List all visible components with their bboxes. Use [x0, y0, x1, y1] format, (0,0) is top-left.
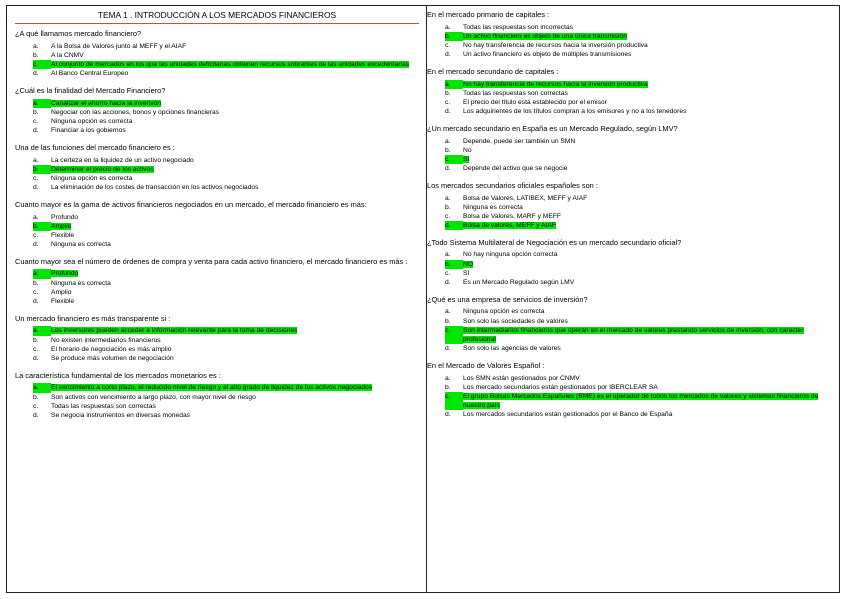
option-letter: b.	[445, 383, 451, 391]
answer-option-correct	[33, 383, 419, 392]
option-text: Es un Mercado Regulado según LMV	[463, 278, 575, 286]
answer-option	[33, 42, 419, 51]
option-text: Los inversores pueden acceder a información relevante para la toma de decisiones	[51, 327, 298, 335]
option-text: El precio del título está establecido por el emisor	[463, 98, 607, 106]
option-letter: d.	[445, 410, 451, 418]
option-letter: c.	[445, 98, 451, 106]
left-question-list	[15, 29, 419, 420]
option-text: Profundo	[51, 213, 79, 221]
option-text: Bolsa de valores, MEFF y AIAF	[463, 221, 556, 229]
option-text: No hay ninguna opción correcta	[463, 251, 558, 259]
answer-options	[15, 42, 419, 78]
answer-options	[427, 250, 835, 286]
answer-option-correct	[33, 165, 419, 174]
option-text: A la CNMV	[51, 51, 84, 59]
option-letter: a.	[33, 99, 51, 108]
option-letter: b.	[33, 393, 39, 401]
option-letter: d.	[33, 411, 39, 419]
option-letter: d.	[33, 183, 39, 191]
option-text: Al conjunto de mercados en los que las unidades deficitarias obtienen recursos sobrantes de las unidades excedentarias	[51, 60, 410, 68]
option-text: Todas las respuestas son incorrectas	[463, 23, 574, 31]
option-letter: a.	[445, 23, 451, 31]
option-text: Ninguna es correcta	[51, 279, 111, 287]
option-letter: d.	[33, 126, 39, 134]
option-text: Se produce más volumen de negociación	[51, 354, 174, 362]
option-letter: b.	[33, 336, 39, 344]
answer-options	[15, 213, 419, 249]
option-letter: c.	[445, 155, 463, 164]
option-letter: d.	[33, 354, 39, 362]
question-block	[15, 200, 419, 249]
answer-option-correct	[33, 60, 419, 69]
answer-options	[15, 326, 419, 362]
option-letter: b.	[33, 165, 51, 174]
option-letter: a.	[33, 383, 51, 392]
answer-options	[15, 383, 419, 419]
answer-option	[33, 288, 419, 297]
option-letter: c.	[445, 269, 451, 277]
option-letter: a.	[33, 42, 39, 50]
option-text: Los mercados secundarios están gestionados por el Banco de España	[463, 410, 673, 418]
option-letter: b.	[33, 222, 51, 231]
answer-options	[15, 156, 419, 192]
option-text: Canalizar el ahorro hacia la inversión	[51, 99, 162, 107]
option-letter: a.	[445, 251, 451, 259]
answer-option	[445, 344, 835, 353]
question-text: En el Mercado de Valores Español :	[427, 360, 545, 370]
answer-options	[427, 194, 835, 230]
option-letter: d.	[445, 50, 451, 58]
option-letter: b.	[445, 32, 463, 41]
option-text: Ninguna opción es correcta	[51, 174, 133, 182]
answer-options	[15, 99, 419, 135]
question-text: ¿A qué llamamos mercado financiero?	[15, 29, 142, 38]
answer-option-correct	[445, 326, 835, 344]
option-text: Flexible	[51, 231, 75, 239]
option-text: La certeza en la liquidez de un activo negociado	[51, 156, 194, 164]
option-letter: d.	[33, 69, 39, 77]
answer-options	[427, 137, 835, 173]
answer-option	[445, 317, 835, 326]
answer-option	[445, 41, 835, 50]
answer-option	[33, 69, 419, 78]
answer-option	[445, 307, 835, 316]
option-text: Ninguna es correcta	[463, 203, 523, 211]
option-letter: b.	[445, 317, 451, 325]
question-block	[15, 257, 419, 306]
option-text: Los mercado secundarios están gestionados por IBERCLEAR SA	[463, 383, 658, 391]
option-letter: c.	[33, 231, 39, 239]
question-text: Cuanto mayor sea el número de órdenes de compra y venta para cada activo financiero, el mercado financiero es más :	[15, 256, 408, 266]
question-text: En el mercado secundario de capitales :	[427, 66, 559, 76]
option-letter: a.	[33, 326, 51, 335]
answer-option	[445, 137, 835, 146]
answer-option	[33, 51, 419, 60]
option-letter: a.	[445, 374, 451, 382]
question-text: En el mercado primario de capitales :	[427, 10, 550, 19]
option-text: Todas las respuestas son correctas	[51, 402, 156, 410]
option-text: Amplio	[51, 288, 72, 296]
answer-option	[33, 393, 419, 402]
question-text: Los mercados secundarios oficiales españoles son :	[427, 180, 598, 190]
option-text: Sí	[463, 155, 470, 163]
answer-option	[445, 374, 835, 383]
option-letter: a.	[33, 213, 39, 221]
question-block	[427, 361, 835, 419]
option-text: Los adquirientes de los títulos compran a los emisores y no a los tenedores	[463, 107, 687, 115]
answer-options	[427, 23, 835, 59]
option-letter: d.	[445, 344, 451, 352]
option-text: A la Bolsa de Valores junto al MEFF y el AIAF	[51, 42, 187, 50]
answer-option	[33, 183, 419, 192]
answer-option-correct	[33, 269, 419, 278]
answer-option-correct	[445, 80, 835, 89]
answer-option	[33, 336, 419, 345]
question-block	[15, 86, 419, 135]
option-text: El horario de negociación es más amplio	[51, 345, 172, 353]
option-letter: d.	[445, 221, 463, 230]
option-letter: a.	[33, 156, 39, 164]
option-text: Ninguna es correcta	[51, 240, 111, 248]
answer-option	[445, 250, 835, 259]
question-block	[15, 143, 419, 192]
question-block	[427, 124, 835, 173]
option-text: Un activo financiero es objeto de una única transmisión	[463, 32, 627, 40]
answer-option	[445, 107, 835, 116]
option-text: Bolsa de Valores, LATIBEX, MEFF y AIAF	[463, 194, 588, 202]
answer-option	[33, 126, 419, 135]
right-question-list	[427, 10, 835, 419]
option-text: El grupo Bolsas Mercados Españoles (BME) es el operador de todos los mercados de valores y sistemas financieros de nuestro país	[463, 392, 819, 409]
page-title: TEMA 1 . INTRODUCCIÓN A LOS MERCADOS FINANCIEROS	[15, 10, 419, 24]
option-text: Determinar el precio de los activos	[51, 165, 154, 173]
answer-options	[15, 269, 419, 305]
option-letter: b.	[445, 203, 451, 211]
option-letter: d.	[445, 107, 451, 115]
answer-option	[33, 174, 419, 183]
option-text: Son solo las sociedades de valores	[463, 317, 568, 325]
option-letter: b.	[445, 146, 451, 154]
option-letter: b.	[33, 279, 39, 287]
question-text: La característica fundamental de los mercados monetarios es :	[15, 370, 221, 380]
option-letter: c.	[33, 174, 39, 182]
answer-option	[33, 156, 419, 165]
option-letter: a.	[445, 137, 451, 145]
option-text: NO	[463, 260, 474, 268]
answer-option	[445, 89, 835, 98]
option-text: Flexible	[51, 297, 75, 305]
answer-option	[33, 231, 419, 240]
option-text: La eliminación de los costes de transacción en los activos negociados	[51, 183, 259, 191]
answer-option	[445, 164, 835, 173]
question-block	[427, 181, 835, 230]
option-text: Bolsa de Valores, MARF y MEFF	[463, 212, 561, 220]
answer-option	[445, 98, 835, 107]
option-text: Depende, puede ser también un SMN	[463, 137, 576, 145]
answer-options	[427, 374, 835, 419]
option-letter: d.	[33, 297, 39, 305]
option-text: Financiar a los gobiernos	[51, 126, 126, 134]
option-text: Se negocia instrumentos en diversas monedas	[51, 411, 191, 419]
question-block	[427, 10, 835, 59]
option-letter: b.	[445, 260, 463, 269]
answer-option	[33, 402, 419, 411]
option-text: Todas las respuestas son correctas	[463, 89, 568, 97]
option-text: No existen intermediarios financieros	[51, 336, 161, 344]
option-letter: c.	[445, 392, 463, 410]
answer-option-correct	[33, 99, 419, 108]
option-letter: a.	[33, 269, 51, 278]
question-text: ¿Todo Sistema Multilateral de Negociación es un mercado secundario oficial?	[427, 237, 682, 247]
left-column	[15, 10, 419, 588]
question-block	[15, 314, 419, 363]
option-text: Los SMN están gestionados por CNMV	[463, 374, 580, 382]
option-letter: c.	[33, 345, 39, 353]
answer-option	[33, 354, 419, 363]
option-letter: d.	[445, 278, 451, 286]
answer-option	[33, 345, 419, 354]
option-text: El vencimiento a corto plazo, el reducido nivel de riesgo y el alto grado de liquidez de los activos negociados	[51, 384, 373, 392]
question-block	[427, 67, 835, 116]
answer-option-correct	[445, 260, 835, 269]
option-letter: c.	[445, 212, 451, 220]
option-letter: c.	[445, 326, 463, 344]
answer-option	[33, 411, 419, 420]
question-block	[427, 295, 835, 353]
answer-options	[427, 307, 835, 352]
question-block	[15, 29, 419, 78]
option-text: Profundo	[51, 270, 79, 278]
answer-option-correct	[33, 326, 419, 335]
option-letter: c.	[33, 288, 39, 296]
question-text: ¿Un mercado secundario en España es un Mercado Regulado, según LMV?	[427, 123, 678, 133]
answer-option	[33, 279, 419, 288]
answer-option-correct	[445, 32, 835, 41]
option-letter: c.	[33, 60, 51, 69]
option-text: Depende del activo que se negocie	[463, 164, 568, 172]
option-text: No hay transferencia de recursos hacia la inversión productiva	[463, 41, 648, 49]
answer-option-correct	[445, 221, 835, 230]
answer-option-correct	[33, 222, 419, 231]
option-letter: c.	[33, 402, 39, 410]
answer-option	[445, 269, 835, 278]
option-letter: c.	[445, 41, 451, 49]
answer-option-correct	[445, 155, 835, 164]
option-text: Son solo las agencias de valores	[463, 344, 561, 352]
option-text: No	[463, 146, 472, 154]
answer-option	[33, 117, 419, 126]
option-letter: b.	[445, 89, 451, 97]
answer-option	[445, 203, 835, 212]
option-text: Amplio	[51, 222, 72, 230]
question-text: Un mercado financiero es más transparente si :	[15, 313, 171, 323]
question-text: Cuanto mayor es la gama de activos financieros negociados en un mercado, el mercado financiero es más:	[15, 199, 367, 209]
answer-option	[33, 297, 419, 306]
option-text: Negociar con las acciones, bonos y opciones financieras	[51, 108, 220, 116]
right-column	[427, 10, 835, 588]
answer-option	[445, 23, 835, 32]
option-letter: b.	[33, 51, 39, 59]
question-block	[15, 371, 419, 420]
option-letter: c.	[33, 117, 39, 125]
option-text: Ninguna opción es correcta	[51, 117, 133, 125]
answer-option	[445, 146, 835, 155]
answer-option	[445, 410, 835, 419]
option-text: Un activo financiero es objeto de múltiples transmisiones	[463, 50, 632, 58]
answer-option-correct	[445, 392, 835, 410]
answer-option	[33, 240, 419, 249]
option-text: Al Banco Central Europeo	[51, 69, 129, 77]
option-letter: a.	[445, 308, 451, 316]
option-text: Ninguna opción es correcta	[463, 308, 545, 316]
option-text: Son intermediarios financieros que operan en el mercado de valores prestando servicios de inversión, con carácter profesional	[463, 326, 804, 343]
question-text: ¿Cuál es la finalidad del Mercado Financiero?	[15, 85, 166, 95]
option-letter: a.	[445, 80, 463, 89]
option-letter: d.	[33, 240, 39, 248]
answer-option	[445, 278, 835, 287]
question-text: Una de las funciones del mercado financiero es :	[15, 142, 175, 152]
answer-option	[33, 213, 419, 222]
answer-option	[445, 194, 835, 203]
answer-option	[445, 383, 835, 392]
answer-option	[445, 212, 835, 221]
question-text: ¿Qué es una empresa de servicios de inversión?	[427, 294, 588, 304]
option-text: SI	[463, 269, 470, 277]
option-text: Son activos con vencimiento a largo plazo, con mayor nivel de riesgo	[51, 393, 256, 401]
document-page	[6, 5, 840, 593]
answer-option	[33, 108, 419, 117]
option-letter: d.	[445, 164, 451, 172]
answer-options	[427, 80, 835, 116]
answer-option	[445, 50, 835, 59]
option-text: No hay transferencia de recursos hacia la inversión productiva	[463, 80, 648, 88]
option-letter: b.	[33, 108, 39, 116]
question-block	[427, 238, 835, 287]
option-letter: a.	[445, 194, 451, 202]
